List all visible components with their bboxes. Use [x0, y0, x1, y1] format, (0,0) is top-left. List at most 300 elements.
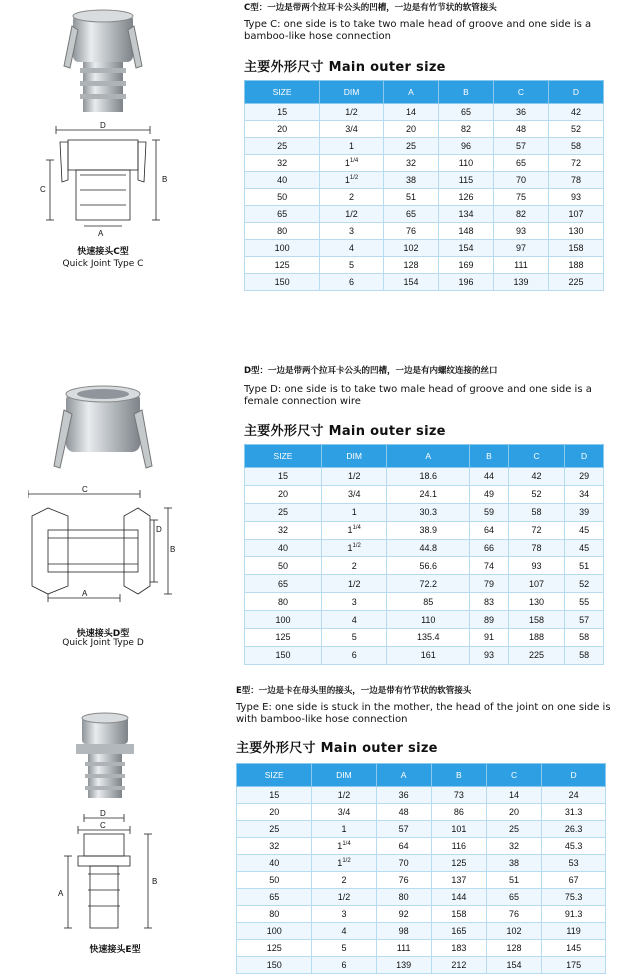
table-cell: 20 — [245, 121, 320, 138]
table-cell: 32 — [383, 155, 438, 172]
table-cell: 32 — [245, 521, 322, 539]
table-row — [245, 646, 604, 664]
table-cell: 76 — [376, 872, 431, 889]
table-row — [245, 468, 604, 486]
table-cell — [312, 855, 376, 872]
table-row — [237, 821, 606, 838]
table-row — [245, 104, 604, 121]
table-cell: 48 — [376, 804, 431, 821]
table-row — [245, 629, 604, 647]
table-cell: 38 — [383, 172, 438, 189]
table-cell: 98 — [376, 923, 431, 940]
table-row — [245, 172, 604, 189]
table-row — [237, 872, 606, 889]
type-d-table-body — [245, 468, 604, 665]
table-cell: 3/4 — [312, 804, 376, 821]
table-cell: 36 — [493, 104, 548, 121]
dim-label: D — [100, 810, 106, 818]
type-c-caption-cn: 快速接头C型 — [77, 247, 129, 257]
table-cell: 134 — [438, 206, 493, 223]
table-cell: 52 — [548, 121, 603, 138]
table-cell: 165 — [431, 923, 486, 940]
table-row — [237, 906, 606, 923]
table-cell: 20 — [383, 121, 438, 138]
table-cell: 125 — [245, 629, 322, 647]
fraction-superscript: 1/4 — [349, 158, 359, 164]
table-cell: 188 — [548, 257, 603, 274]
table-row — [245, 257, 604, 274]
table-cell: 111 — [376, 940, 431, 957]
table-row — [245, 138, 604, 155]
section-type-e — [0, 680, 620, 970]
table-cell: 91.3 — [542, 906, 606, 923]
table-cell: 93 — [470, 646, 509, 664]
table-cell: 75.3 — [542, 889, 606, 906]
table-row — [237, 838, 606, 855]
table-row — [237, 855, 606, 872]
table-cell: 115 — [438, 172, 493, 189]
table-cell: 3 — [312, 906, 376, 923]
table-cell: 1 — [312, 821, 376, 838]
table-row — [245, 557, 604, 575]
col-size: SIZE — [245, 445, 322, 468]
table-cell: 125 — [431, 855, 486, 872]
table-cell: 50 — [237, 872, 312, 889]
cell-value: 1 — [347, 525, 353, 536]
type-d-dimension-drawing — [28, 486, 178, 626]
fraction-superscript: 1/4 — [342, 841, 351, 847]
table-cell: 24 — [542, 787, 606, 804]
dim-label: B — [162, 175, 168, 184]
section-type-d — [0, 360, 620, 660]
table-cell: 40 — [245, 539, 322, 557]
table-cell: 80 — [376, 889, 431, 906]
table-cell: 137 — [431, 872, 486, 889]
table-cell: 97 — [493, 240, 548, 257]
table-cell: 30.3 — [387, 503, 470, 521]
table-cell: 169 — [438, 257, 493, 274]
table-cell: 100 — [245, 240, 320, 257]
table-cell: 65 — [383, 206, 438, 223]
table-cell: 80 — [245, 593, 322, 611]
table-cell: 1 — [320, 138, 384, 155]
table-row — [245, 575, 604, 593]
table-cell: 72.2 — [387, 575, 470, 593]
table-cell: 93 — [493, 223, 548, 240]
table-cell: 139 — [376, 957, 431, 974]
table-cell: 139 — [493, 274, 548, 291]
table-cell: 64 — [376, 838, 431, 855]
table-cell: 51 — [486, 872, 541, 889]
table-cell: 34 — [565, 485, 604, 503]
col-a: A — [387, 445, 470, 468]
table-cell: 148 — [438, 223, 493, 240]
type-e-heading: 主要外形尺寸 Main outer size — [236, 741, 438, 756]
table-cell: 1/2 — [320, 104, 384, 121]
table-row — [245, 206, 604, 223]
table-cell: 110 — [438, 155, 493, 172]
table-cell: 52 — [565, 575, 604, 593]
dim-label: C — [100, 821, 106, 830]
table-cell: 83 — [470, 593, 509, 611]
table-row — [245, 611, 604, 629]
table-row — [237, 804, 606, 821]
table-cell: 64 — [470, 521, 509, 539]
table-cell: 110 — [387, 611, 470, 629]
table-cell: 18.6 — [387, 468, 470, 486]
table-row — [245, 593, 604, 611]
table-cell: 29 — [565, 468, 604, 486]
cell-value: 1 — [344, 158, 350, 168]
table-cell: 150 — [245, 646, 322, 664]
table-cell: 25 — [237, 821, 312, 838]
type-c-dimension-drawing — [28, 120, 178, 240]
table-cell: 50 — [245, 557, 322, 575]
fraction-superscript: 1/4 — [352, 525, 361, 532]
table-cell: 1/2 — [322, 468, 387, 486]
table-cell: 14 — [383, 104, 438, 121]
table-cell: 52 — [508, 485, 564, 503]
table-cell: 59 — [470, 503, 509, 521]
table-cell — [312, 838, 376, 855]
table-cell: 32 — [486, 838, 541, 855]
table-cell: 58 — [508, 503, 564, 521]
table-row — [245, 521, 604, 539]
table-cell: 225 — [548, 274, 603, 291]
col-dim: DIM — [320, 81, 384, 104]
table-cell: 154 — [486, 957, 541, 974]
type-e-table-body — [237, 787, 606, 974]
table-cell: 38.9 — [387, 521, 470, 539]
table-cell: 25 — [245, 503, 322, 521]
table-cell: 119 — [542, 923, 606, 940]
table-cell: 1/2 — [320, 206, 384, 223]
col-size: SIZE — [237, 764, 312, 787]
table-row — [237, 940, 606, 957]
table-cell: 76 — [486, 906, 541, 923]
table-cell: 20 — [486, 804, 541, 821]
type-c-coupling-photo — [28, 6, 178, 116]
table-cell: 66 — [470, 539, 509, 557]
table-cell: 50 — [245, 189, 320, 206]
table-cell: 125 — [237, 940, 312, 957]
table-cell: 86 — [431, 804, 486, 821]
table-cell: 79 — [470, 575, 509, 593]
table-cell: 72 — [508, 521, 564, 539]
table-cell: 1 — [322, 503, 387, 521]
table-cell: 126 — [438, 189, 493, 206]
table-cell: 49 — [470, 485, 509, 503]
type-d-caption-cn: 快速接头D型 — [76, 629, 130, 639]
col-c: C — [508, 445, 564, 468]
table-cell: 6 — [320, 274, 384, 291]
col-d: D — [542, 764, 606, 787]
col-dim: DIM — [322, 445, 387, 468]
table-cell: 45 — [565, 521, 604, 539]
table-row — [245, 539, 604, 557]
table-cell: 65 — [438, 104, 493, 121]
table-cell: 1/2 — [312, 889, 376, 906]
table-cell: 57 — [565, 611, 604, 629]
table-cell: 158 — [548, 240, 603, 257]
table-cell: 40 — [245, 172, 320, 189]
table-cell: 25 — [383, 138, 438, 155]
table-cell: 161 — [387, 646, 470, 664]
table-cell: 74 — [470, 557, 509, 575]
dim-label: D — [156, 525, 162, 534]
table-cell: 93 — [508, 557, 564, 575]
table-cell: 15 — [245, 104, 320, 121]
table-cell: 2 — [322, 557, 387, 575]
col-a: A — [383, 81, 438, 104]
table-cell: 212 — [431, 957, 486, 974]
table-cell: 65 — [245, 575, 322, 593]
table-row — [245, 155, 604, 172]
table-cell: 128 — [486, 940, 541, 957]
type-e-cn-description: E型：一边是卡在母头里的接头，一边是带有竹节状的软管接头 — [236, 686, 472, 696]
table-cell: 150 — [237, 957, 312, 974]
table-cell: 1/2 — [322, 575, 387, 593]
type-e-en-description: Type E: one side is stuck in the mother, the head of the joint on one side is with bamboo-like hose connection — [236, 702, 611, 725]
table-cell: 20 — [237, 804, 312, 821]
table-cell: 154 — [438, 240, 493, 257]
table-cell: 89 — [470, 611, 509, 629]
table-cell: 57 — [376, 821, 431, 838]
table-header-row — [245, 445, 604, 468]
table-cell: 65 — [493, 155, 548, 172]
table-cell: 82 — [438, 121, 493, 138]
table-cell: 58 — [548, 138, 603, 155]
cell-value: 1 — [337, 841, 343, 851]
type-e-spec-table — [236, 763, 606, 974]
table-row — [245, 121, 604, 138]
table-cell: 154 — [383, 274, 438, 291]
table-cell: 158 — [431, 906, 486, 923]
table-cell: 53 — [542, 855, 606, 872]
table-cell: 107 — [548, 206, 603, 223]
table-cell: 78 — [548, 172, 603, 189]
table-cell: 65 — [237, 889, 312, 906]
table-cell: 4 — [320, 240, 384, 257]
table-cell: 116 — [431, 838, 486, 855]
table-cell: 150 — [245, 274, 320, 291]
table-cell: 91 — [470, 629, 509, 647]
table-cell: 225 — [508, 646, 564, 664]
table-cell: 58 — [565, 646, 604, 664]
table-cell: 130 — [548, 223, 603, 240]
table-row — [245, 189, 604, 206]
table-cell: 45.3 — [542, 838, 606, 855]
table-row — [245, 485, 604, 503]
col-c: C — [486, 764, 541, 787]
table-cell: 128 — [383, 257, 438, 274]
fraction-superscript: 1/2 — [342, 858, 351, 864]
cell-value: 1 — [337, 858, 343, 868]
table-row — [245, 240, 604, 257]
table-cell: 102 — [486, 923, 541, 940]
table-row — [245, 223, 604, 240]
table-cell: 183 — [431, 940, 486, 957]
type-c-caption-en: Quick Joint Type C — [62, 259, 144, 269]
table-header-row — [237, 764, 606, 787]
table-cell: 38 — [486, 855, 541, 872]
table-cell: 40 — [237, 855, 312, 872]
dim-label: A — [58, 889, 64, 898]
type-d-caption-en: Quick Joint Type D — [62, 638, 144, 648]
table-row — [245, 274, 604, 291]
col-d: D — [548, 81, 603, 104]
table-cell: 80 — [237, 906, 312, 923]
table-cell: 3 — [322, 593, 387, 611]
dim-label: B — [152, 877, 158, 886]
table-cell: 196 — [438, 274, 493, 291]
table-cell: 3/4 — [322, 485, 387, 503]
table-cell: 51 — [383, 189, 438, 206]
table-cell: 24.1 — [387, 485, 470, 503]
table-cell: 100 — [245, 611, 322, 629]
table-row — [237, 923, 606, 940]
table-cell: 72 — [548, 155, 603, 172]
table-cell: 78 — [508, 539, 564, 557]
col-size: SIZE — [245, 81, 320, 104]
type-e-coupling-photo — [40, 710, 170, 800]
table-row — [237, 889, 606, 906]
table-header-row — [245, 81, 604, 104]
dim-label: D — [100, 121, 106, 130]
table-cell: 1/2 — [312, 787, 376, 804]
table-cell: 42 — [508, 468, 564, 486]
table-cell: 5 — [322, 629, 387, 647]
col-d: D — [565, 445, 604, 468]
col-c: C — [493, 81, 548, 104]
table-cell: 3 — [320, 223, 384, 240]
table-cell: 32 — [245, 155, 320, 172]
table-cell: 70 — [376, 855, 431, 872]
table-cell: 6 — [312, 957, 376, 974]
col-b: B — [438, 81, 493, 104]
table-cell: 36 — [376, 787, 431, 804]
table-cell: 45 — [565, 539, 604, 557]
table-cell: 75 — [493, 189, 548, 206]
cell-value: 1 — [347, 543, 353, 553]
table-cell: 65 — [486, 889, 541, 906]
table-cell: 65 — [245, 206, 320, 223]
table-cell: 2 — [312, 872, 376, 889]
table-cell: 93 — [548, 189, 603, 206]
fraction-superscript: 1/2 — [349, 175, 359, 181]
type-e-dimension-drawing — [28, 810, 178, 935]
col-b: B — [470, 445, 509, 468]
table-cell: 101 — [431, 821, 486, 838]
table-cell: 107 — [508, 575, 564, 593]
table-cell: 57 — [493, 138, 548, 155]
dim-label: C — [82, 486, 88, 494]
table-cell: 15 — [237, 787, 312, 804]
type-d-en-description: Type D: one side is to take two male head of groove and one side is a female connection wire — [244, 384, 592, 407]
table-cell: 82 — [493, 206, 548, 223]
section-type-c — [0, 0, 620, 300]
col-a: A — [376, 764, 431, 787]
type-e-caption-cn: 快速接头E型 — [89, 945, 141, 955]
table-cell: 44 — [470, 468, 509, 486]
table-cell: 39 — [565, 503, 604, 521]
table-cell: 2 — [320, 189, 384, 206]
table-cell: 135.4 — [387, 629, 470, 647]
table-cell: 125 — [245, 257, 320, 274]
type-d-heading: 主要外形尺寸 Main outer size — [244, 424, 446, 439]
table-cell: 111 — [493, 257, 548, 274]
type-c-cn-description: C型：一边是带两个拉耳卡公头的凹槽，一边是有竹节状的软管接头 — [244, 3, 497, 13]
table-cell: 70 — [493, 172, 548, 189]
dim-label: A — [98, 229, 104, 238]
table-cell: 6 — [322, 646, 387, 664]
table-cell: 188 — [508, 629, 564, 647]
type-c-table-body — [245, 104, 604, 291]
table-cell: 76 — [383, 223, 438, 240]
table-cell: 158 — [508, 611, 564, 629]
table-cell: 96 — [438, 138, 493, 155]
dim-label: A — [82, 589, 88, 598]
table-cell: 4 — [312, 923, 376, 940]
type-c-heading: 主要外形尺寸 Main outer size — [244, 60, 446, 75]
dim-label: B — [170, 545, 176, 554]
table-row — [237, 787, 606, 804]
table-cell — [320, 155, 384, 172]
cell-value: 1 — [344, 175, 350, 185]
table-cell: 14 — [486, 787, 541, 804]
table-cell: 58 — [565, 629, 604, 647]
table-cell: 92 — [376, 906, 431, 923]
table-cell: 80 — [245, 223, 320, 240]
table-cell — [322, 521, 387, 539]
table-cell: 32 — [237, 838, 312, 855]
table-cell: 145 — [542, 940, 606, 957]
table-cell: 100 — [237, 923, 312, 940]
table-cell: 48 — [493, 121, 548, 138]
table-cell: 44.8 — [387, 539, 470, 557]
table-cell: 26.3 — [542, 821, 606, 838]
table-row — [245, 503, 604, 521]
table-cell: 31.3 — [542, 804, 606, 821]
fraction-superscript: 1/2 — [352, 543, 361, 549]
table-cell: 102 — [383, 240, 438, 257]
table-cell: 55 — [565, 593, 604, 611]
type-c-en-description: Type C: one side is to take two male head of groove and one side is a bamboo-like hose connection — [244, 19, 592, 42]
table-cell: 67 — [542, 872, 606, 889]
table-cell: 51 — [565, 557, 604, 575]
type-d-spec-table — [244, 444, 604, 665]
dim-label: C — [40, 185, 46, 194]
table-cell — [320, 172, 384, 189]
col-b: B — [431, 764, 486, 787]
col-dim: DIM — [312, 764, 376, 787]
table-cell: 5 — [320, 257, 384, 274]
table-cell: 15 — [245, 468, 322, 486]
table-cell: 73 — [431, 787, 486, 804]
type-d-cn-description: D型：一边是带两个拉耳卡公头的凹槽，一边是有内螺纹连接的丝口 — [244, 366, 498, 376]
type-d-coupling-photo — [28, 380, 178, 480]
table-cell: 25 — [245, 138, 320, 155]
table-cell: 42 — [548, 104, 603, 121]
table-cell: 4 — [322, 611, 387, 629]
table-cell — [322, 539, 387, 557]
table-cell: 20 — [245, 485, 322, 503]
table-row — [237, 957, 606, 974]
table-cell: 3/4 — [320, 121, 384, 138]
table-cell: 175 — [542, 957, 606, 974]
table-cell: 144 — [431, 889, 486, 906]
table-cell: 130 — [508, 593, 564, 611]
